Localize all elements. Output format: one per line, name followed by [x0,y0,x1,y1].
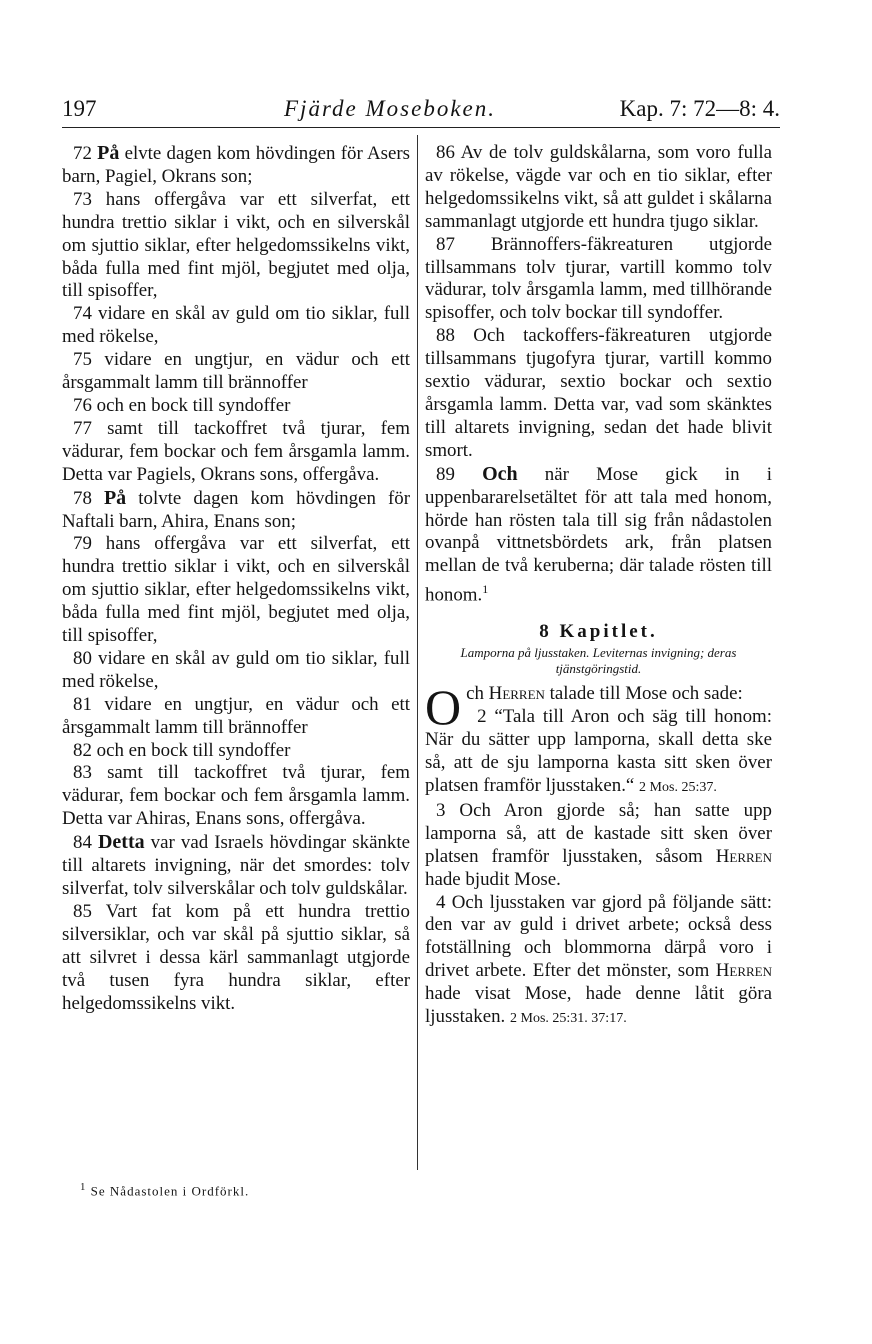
verse-76 [62,395,410,418]
verse-text: samt till tackoffret två tjurar, fem vädurar, fem bockar och fem årsgamla lamm. Detta var Ahiras, Enans sons, offergåva. [62,762,410,830]
footnote-marker: 1 [80,1181,87,1193]
verse-lead-word: På [97,142,120,164]
chapter-reference: Kap. 7: 72—8: 4. [619,96,780,121]
verse-8-1 [425,679,772,736]
verse-text: vidare en skål av guld om tio siklar, full med rökelse, [62,647,410,692]
page-header [62,92,780,126]
verse-number: 83 [73,762,92,784]
verse-78 [62,487,410,534]
verse-number: 74 [73,303,92,325]
verse-number: 78 [73,487,92,509]
verse-text: samt till tackoffret två tjurar, fem vädurar, fem bockar och fem årsgamla lamm. Detta var Pagiels, Okrans sons, offergåva. [62,417,410,485]
verse-number: 73 [73,188,92,210]
divine-name: Herren [715,845,772,867]
verse-8-3 [425,800,772,892]
verse-text: talade till Mose och sade: [544,683,743,705]
verse-number: 89 [436,463,455,485]
verse-number: 82 [73,739,92,761]
verse-number: 4 [436,891,446,913]
verse-87 [425,234,772,326]
verse-number: 87 [436,233,455,255]
verse-number: 79 [73,533,92,555]
verse-85 [62,901,410,1016]
verse-82 [62,740,410,763]
verse-text: hade visat Mose, hade denne låtit göra ljusstaken. [425,983,772,1028]
verse-text: och en bock till syndoffer [96,739,291,761]
verse-number: 80 [73,647,92,669]
verse-75 [62,349,410,395]
verse-84 [62,831,410,901]
chapter-heading: 8 Kapitlet. [539,621,658,643]
verse-73 [62,189,410,304]
cross-reference: 2 Mos. 25:37. [639,780,717,796]
verse-89 [425,463,772,608]
verse-text: tolvte dagen kom hövdingen för Naftali barn, Ahira, Enans son; [62,487,410,532]
divine-name: Herren [488,683,545,705]
verse-number: 2 [477,706,487,728]
verse-77 [62,418,410,487]
verse-text: Av de tolv guldskålarna, som voro fulla av rökelse, vägde var och en tio siklar, efter helgedomssikelns vikt, så att guldet i skålarna sammanlagt utgjorde ett hundra tjugo siklar. [425,142,772,232]
footnote-text: Se Nådastolen i Ordförkl. [86,1183,250,1199]
verse-text: ch [466,683,489,705]
verse-number: 3 [436,799,446,821]
verse-text: vidare en skål av guld om tio siklar, full med rökelse, [62,303,410,348]
verse-text: Brännoffers-fäkreaturen utgjorde tillsammans tolv tjurar, vartill kommo tolv vädurar, tolv årsgamla lamm, med tillhörande spisoffer, och tolv bockar till syndoffer. [425,233,772,324]
drop-cap: O [425,679,462,736]
verse-lead-word: Detta [97,831,145,854]
verse-text: Och ljusstaken var gjord på följande sätt: den var av guld i drivet arbete; också dess fotställning och blommorna därpå voro i drivet arbete. Efter det mönster, som [425,891,772,982]
verse-lead-word: Och [482,462,518,485]
verse-number: 84 [73,832,92,854]
verse-text: Och tackoffers-fäkreaturen utgjorde tillsammans tjugofyra tjurar, vartill kommo sextio vädurar, sextio bockar och sextio årsgamla lamm. Detta var, vad som skänktes till altarets invigning, sedan det hade blivit smort. [425,325,772,461]
divine-name: Herren [715,960,772,982]
footnote-ref: 1 [482,582,489,597]
verse-83 [62,762,410,831]
verse-number: 72 [73,143,92,164]
column-divider [417,135,418,1170]
header-rule [62,127,780,128]
verse-number: 75 [73,349,92,371]
verse-text: elvte dagen kom hövdingen för Asers barn, Pagiel, Okrans son; [62,143,410,187]
verse-86 [425,142,772,234]
verse-81 [62,694,410,740]
cross-reference: 2 Mos. 25:31. 37:17. [510,1011,627,1027]
verse-72 [62,142,410,189]
verse-text: “Tala till Aron och säg till honom: När du sätter upp lamporna, skall detta ske så, att de sju lamporna kasta sitt sken över platsen framför ljusstaken.“ [425,706,772,797]
verse-text: hans offergåva var ett silverfat, ett hundra trettio siklar i vikt, och en silverskål om sjuttio siklar, efter helgedomssikelns vikt, båda fulla med fint mjöl, begjutet med olja, till spisoffer, [62,188,410,302]
verse-80 [62,648,410,694]
verse-text: och en bock till syndoffer [96,394,291,416]
chapter-summary: Lamporna på ljusstaken. Leviternas invigning; deras tjänstgöringstid. [460,645,737,677]
verse-text: hade bjudit Mose. [425,868,561,890]
right-column [425,142,772,1031]
verse-79 [62,533,410,648]
verse-text: när Mose gick in i uppenbararelsetältet för att tala med honom, hörde han rösten tala till sig från nådastolen ovanpå vittnetsbördets ark, från platsen mellan de två keruberna; där talade rösten till honom. [425,463,772,606]
verse-lead-word: På [103,486,127,509]
verse-number: 86 [436,142,455,163]
verse-text: vidare en ungtjur, en vädur och ett årsgammalt lamm till brännoffer [62,349,410,394]
verse-number: 77 [73,417,92,439]
verse-8-2 [425,706,772,800]
verse-8-4 [425,892,772,1031]
chapter-7-continuation [425,142,772,607]
verse-text: hans offergåva var ett silverfat, ett hundra trettio siklar i vikt, och en silverskål om sjuttio siklar, efter helgedomssikelns vikt, båda fulla med fint mjöl, begjutet med olja, till spisoffer, [62,533,410,647]
verse-text: var vad Israels hövdingar skänkte till altarets invigning, när det smordes: tolv silverfat, tolv silverskålar och tolv guldskålar. [62,832,410,899]
footnote [80,1181,249,1199]
verse-74 [62,303,410,349]
page-number: 197 [62,96,97,121]
verse-text: Vart fat kom på ett hundra trettio silversiklar, och var skål på sjuttio siklar, så att silvret i dessa kärl sammanlagt utgjorde två tusen fyra hundra siklar, efter helgedomssikelns vikt. [62,900,410,1014]
verse-number: 81 [73,693,92,715]
verse-number: 76 [73,394,92,416]
verse-number: 88 [436,325,455,347]
verse-text: vidare en ungtjur, en vädur och ett årsgammalt lamm till brännoffer [62,693,410,738]
verse-text: Och Aron gjorde så; han satte upp lamporna så, att de kastade sitt sken över platsen framför ljusstaken, såsom [425,799,772,867]
left-column [62,142,410,1015]
book-title: Fjärde Moseboken. [284,96,496,121]
verse-88 [425,325,772,462]
verse-number: 85 [73,900,92,922]
